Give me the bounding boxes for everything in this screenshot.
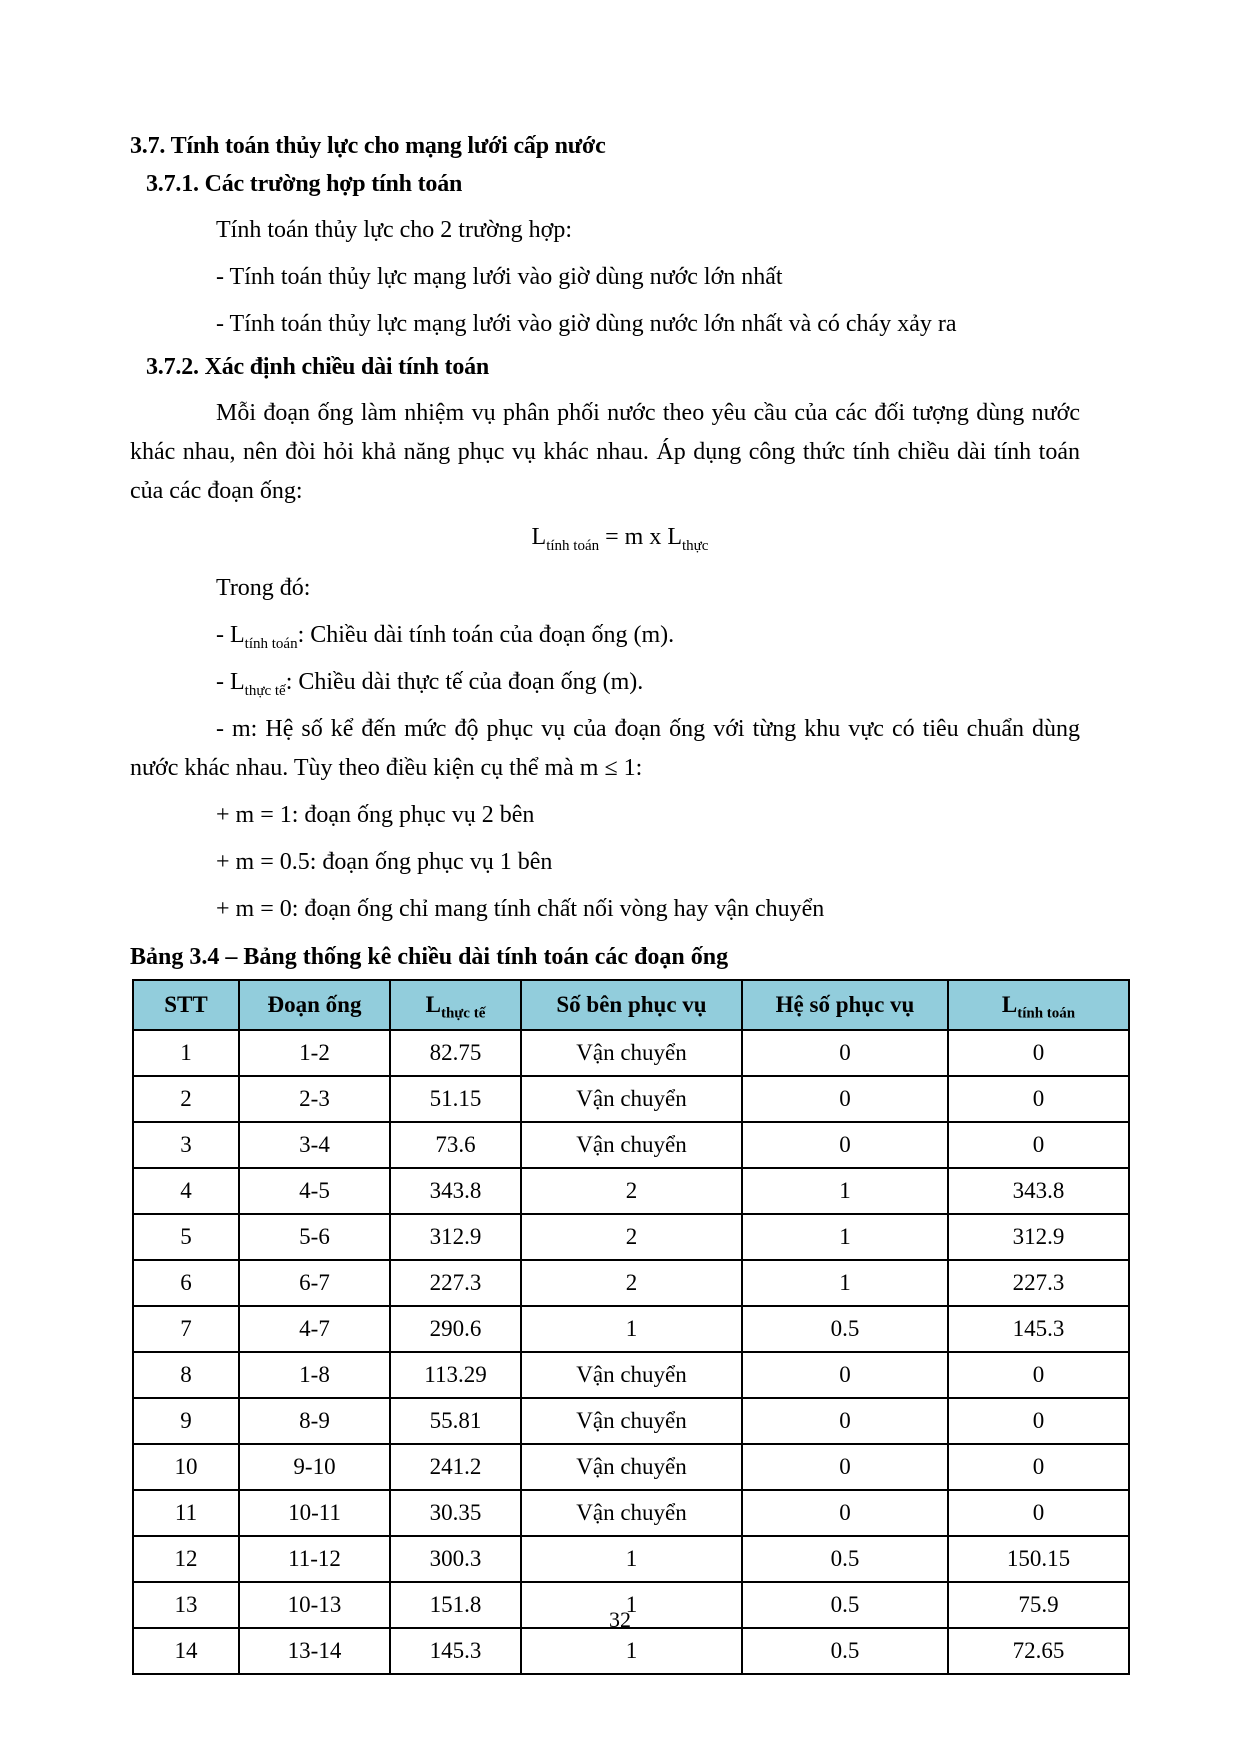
table-cell: 14 [133, 1628, 239, 1674]
formula-right-subscript: thực [682, 538, 709, 555]
table-row [133, 1076, 1129, 1122]
column-header-stt [133, 980, 239, 1030]
paragraph-def-ltinhtoan [130, 616, 1080, 655]
table-cell: 1 [521, 1628, 742, 1674]
paragraph-m-equals-0: + m = 0: đoạn ống chỉ mang tính chất nối vòng hay vận chuyển [216, 895, 825, 922]
table-row [133, 1398, 1129, 1444]
page-number: 32 [609, 1607, 631, 1632]
table-cell: 0 [742, 1444, 948, 1490]
table-cell: 4-7 [239, 1306, 390, 1352]
table-cell: 6-7 [239, 1260, 390, 1306]
table-cell: 0 [742, 1490, 948, 1536]
table-cell: 30.35 [390, 1490, 521, 1536]
def-lthucte-subscript: thực tế [244, 682, 286, 699]
table-cell: 1 [521, 1306, 742, 1352]
table-cell: 0 [948, 1398, 1129, 1444]
table-cell: 0.5 [742, 1536, 948, 1582]
column-header-subscript: tính toán [1017, 1005, 1076, 1022]
table-cell: 343.8 [390, 1168, 521, 1214]
table-cell: 3 [133, 1122, 239, 1168]
table-cell: 151.8 [390, 1582, 521, 1628]
table-cell: 0 [948, 1122, 1129, 1168]
def-lthucte-rest: : Chiều dài thực tế của đoạn ống (m). [285, 669, 644, 696]
table-row [133, 1030, 1129, 1076]
table-header [133, 980, 1129, 1030]
table-cell: 227.3 [948, 1260, 1129, 1306]
table-cell: 13-14 [239, 1628, 390, 1674]
table-cell: 145.3 [948, 1306, 1129, 1352]
table-cell: 5 [133, 1214, 239, 1260]
table-cell: Vận chuyển [521, 1030, 742, 1076]
table-cell: 0 [742, 1030, 948, 1076]
def-lthucte-prefix: - L [216, 669, 245, 696]
paragraph-where: Trong đó: [216, 575, 311, 602]
table-cell: Vận chuyển [521, 1398, 742, 1444]
table-cell: 0 [948, 1352, 1129, 1398]
table-cell: 9-10 [239, 1444, 390, 1490]
table-row [133, 1444, 1129, 1490]
table-cell: Vận chuyển [521, 1122, 742, 1168]
formula-operator: = m x [599, 524, 668, 551]
column-header-l-thuc-te [390, 980, 521, 1030]
table-cell: 312.9 [948, 1214, 1129, 1260]
table-cell: 0 [742, 1122, 948, 1168]
table-cell: 75.9 [948, 1582, 1129, 1628]
table-cell: 10-11 [239, 1490, 390, 1536]
table-cell: 1 [742, 1168, 948, 1214]
table-cell: 10-13 [239, 1582, 390, 1628]
column-header-subscript: thực tế [440, 1005, 486, 1022]
table-cell: 0 [948, 1076, 1129, 1122]
paragraph-length-description: Mỗi đoạn ống làm nhiệm vụ phân phối nước theo yêu cầu của các đối tượng dùng nước khác nhau, nên đòi hỏi khả năng phục vụ khác nhau. Áp dụng công thức tính chiều dài tính toán của các đoạn ống: [130, 399, 1080, 504]
table-row [133, 1628, 1129, 1674]
table-cell: 0 [948, 1444, 1129, 1490]
table-cell: 13 [133, 1582, 239, 1628]
column-header-text: Số bên phục vụ [556, 991, 707, 1017]
paragraph-def-lthucte [130, 663, 1080, 702]
table-cell: 9 [133, 1398, 239, 1444]
table-body [133, 1030, 1129, 1674]
table-cell: 12 [133, 1536, 239, 1582]
table-cell: 150.15 [948, 1536, 1129, 1582]
table-row [133, 1306, 1129, 1352]
paragraph-case-1: - Tính toán thủy lực mạng lưới vào giờ dùng nước lớn nhất [216, 263, 783, 290]
column-header-text: L [425, 991, 441, 1017]
table-cell: 1 [521, 1536, 742, 1582]
table-header-row [133, 980, 1129, 1030]
pipe-length-table [132, 979, 1130, 1675]
table-row [133, 1168, 1129, 1214]
column-header-text: Đoạn ống [267, 991, 362, 1017]
table-cell: 1-2 [239, 1030, 390, 1076]
table-cell: 343.8 [948, 1168, 1129, 1214]
table-cell: 0 [742, 1398, 948, 1444]
table-cell: 7 [133, 1306, 239, 1352]
table-row [133, 1122, 1129, 1168]
table-cell: 290.6 [390, 1306, 521, 1352]
table-cell: 2 [133, 1076, 239, 1122]
table-cell: 0.5 [742, 1306, 948, 1352]
table-cell: 4-5 [239, 1168, 390, 1214]
table-cell: 11 [133, 1490, 239, 1536]
column-header-l-tinh-toan [948, 980, 1129, 1030]
table-cell: 6 [133, 1260, 239, 1306]
table-row [133, 1214, 1129, 1260]
column-header-so-ben-phuc-vu [521, 980, 742, 1030]
table-row [133, 1260, 1129, 1306]
column-header-text: L [1001, 991, 1018, 1017]
column-header-he-so-phuc-vu [742, 980, 948, 1030]
table-cell: 82.75 [390, 1030, 521, 1076]
table-cell: 0.5 [742, 1582, 948, 1628]
table-cell: 5-6 [239, 1214, 390, 1260]
formula-left-subscript: tính toán [546, 538, 600, 555]
column-header-text: STT [164, 991, 208, 1017]
table-cell: Vận chuyển [521, 1352, 742, 1398]
table-cell: 227.3 [390, 1260, 521, 1306]
paragraph-cases-intro: Tính toán thủy lực cho 2 trường hợp: [216, 216, 573, 243]
table-cell: Vận chuyển [521, 1490, 742, 1536]
table-cell: 2-3 [239, 1076, 390, 1122]
paragraph-m-equals-1: + m = 1: đoạn ống phục vụ 2 bên [216, 801, 535, 828]
formula-left-base: L [531, 524, 547, 551]
def-ltinhtoan-prefix: - L [216, 622, 245, 649]
table-cell: 2 [521, 1260, 742, 1306]
table-cell: 0.5 [742, 1628, 948, 1674]
table-cell: Vận chuyển [521, 1076, 742, 1122]
paragraph-m-equals-half: + m = 0.5: đoạn ống phục vụ 1 bên [216, 848, 553, 875]
paragraph-case-2: - Tính toán thủy lực mạng lưới vào giờ dùng nước lớn nhất và có cháy xảy ra [216, 310, 957, 337]
column-header-doan-ong [239, 980, 390, 1030]
table-cell: 300.3 [390, 1536, 521, 1582]
def-ltinhtoan-rest: : Chiều dài tính toán của đoạn ống (m). [297, 622, 675, 649]
table-row [133, 1352, 1129, 1398]
table-cell: 2 [521, 1214, 742, 1260]
table-row [133, 1490, 1129, 1536]
table-caption: Bảng 3.4 – Bảng thống kê chiều dài tính toán các đoạn ống [130, 944, 729, 971]
table-cell: 1 [133, 1030, 239, 1076]
table-cell: 0 [948, 1490, 1129, 1536]
table-cell: 0 [948, 1030, 1129, 1076]
table-cell: 4 [133, 1168, 239, 1214]
column-header-text: Hệ số phục vụ [775, 991, 915, 1017]
table-cell: 1 [742, 1214, 948, 1260]
table-cell: 11-12 [239, 1536, 390, 1582]
table-cell: 10 [133, 1444, 239, 1490]
table-cell: 1-8 [239, 1352, 390, 1398]
table-cell: 1 [521, 1582, 742, 1628]
table-cell: 241.2 [390, 1444, 521, 1490]
table-cell: 1 [742, 1260, 948, 1306]
table-cell: 145.3 [390, 1628, 521, 1674]
section-heading-3-7: 3.7. Tính toán thủy lực cho mạng lưới cấp nước [130, 133, 606, 159]
table-cell: 55.81 [390, 1398, 521, 1444]
table-cell: Vận chuyển [521, 1444, 742, 1490]
section-heading-3-7-1: 3.7.1. Các trường hợp tính toán [146, 171, 463, 198]
table-cell: 8 [133, 1352, 239, 1398]
def-ltinhtoan-subscript: tính toán [244, 636, 298, 653]
table-cell: 0 [742, 1352, 948, 1398]
table-cell: 0 [742, 1076, 948, 1122]
table-cell: 51.15 [390, 1076, 521, 1122]
table-row [133, 1536, 1129, 1582]
formula-right-base: L [667, 524, 682, 551]
table-cell: 72.65 [948, 1628, 1129, 1674]
table-cell: 312.9 [390, 1214, 521, 1260]
table-cell: 3-4 [239, 1122, 390, 1168]
table-cell: 113.29 [390, 1352, 521, 1398]
formula-calculated-length [130, 524, 1080, 555]
table-cell: 73.6 [390, 1122, 521, 1168]
section-heading-3-7-2: 3.7.2. Xác định chiều dài tính toán [146, 354, 490, 381]
paragraph-def-m: - m: Hệ số kể đến mức độ phục vụ của đoạn ống với từng khu vực có tiêu chuẩn dùng nước khác nhau. Tùy theo điều kiện cụ thể mà m ≤ 1: [130, 716, 1080, 781]
table-cell: 8-9 [239, 1398, 390, 1444]
table-cell: 2 [521, 1168, 742, 1214]
